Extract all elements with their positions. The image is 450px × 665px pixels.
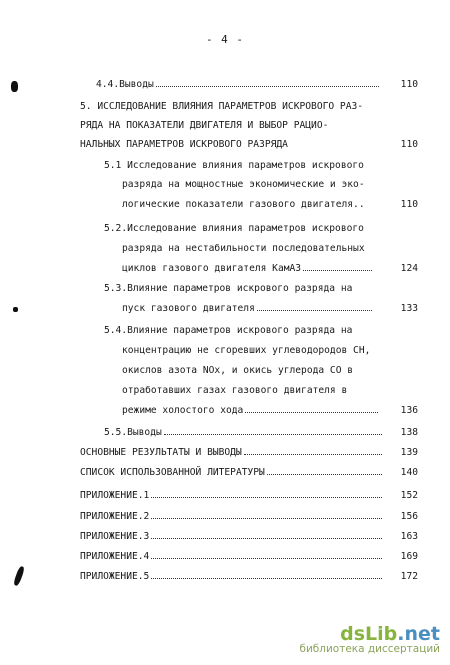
- toc-entry-text: 5.5.Выводы: [104, 427, 162, 438]
- dot-leader: [151, 508, 382, 519]
- toc-entry: [104, 322, 384, 340]
- toc-entry: [80, 568, 384, 586]
- toc-entry: [122, 402, 380, 420]
- dot-leader: [244, 444, 382, 455]
- toc-page-number: 124: [400, 263, 418, 274]
- toc-entry: [104, 280, 384, 298]
- toc-entry: [122, 260, 374, 278]
- toc-page-number: 152: [400, 490, 418, 501]
- toc-entry-text: циклов газового двигателя КамАЗ: [122, 263, 302, 274]
- toc-entry: [80, 444, 384, 462]
- toc-page-number: 139: [400, 447, 418, 458]
- toc-entry-text: отработавших газах газового двигателя в: [122, 385, 348, 396]
- toc-entry: [104, 220, 384, 238]
- toc-entry-text: СПИСОК ИСПОЛЬЗОВАННОЙ ЛИТЕРАТУРЫ: [80, 467, 265, 478]
- toc-entry: [80, 548, 384, 566]
- toc-entry-text: 4.4.Выводы: [96, 79, 154, 90]
- toc-entry-text: ПРИЛОЖЕНИЕ.2: [80, 511, 150, 522]
- toc-entry-text: 5.4.Влияние параметров искрового разряда на: [104, 325, 353, 336]
- toc-entry: [80, 528, 384, 546]
- toc-entry: [122, 240, 384, 258]
- toc-entry-text: концентрацию не сгоревших углеводородов СН,: [122, 345, 371, 356]
- toc-entry: [80, 136, 380, 154]
- toc-entry-text: ПРИЛОЖЕНИЕ.3: [80, 531, 150, 542]
- watermark-subtitle: библиотека диссертаций: [299, 643, 440, 655]
- toc-entry: [80, 98, 380, 116]
- toc-entry-text: логические показатели газового двигателя..: [122, 199, 365, 210]
- toc-entry: [122, 300, 374, 318]
- dot-leader: [151, 548, 382, 559]
- toc-entry-text: ПРИЛОЖЕНИЕ.5: [80, 571, 150, 582]
- toc-page-number: 133: [400, 303, 418, 314]
- toc-entry: [122, 382, 384, 400]
- toc-entry-text: НАЛЬНЫХ ПАРАМЕТРОВ ИСКРОВОГО РАЗРЯДА: [80, 139, 288, 150]
- toc-entry-text: 5. ИССЛЕДОВАНИЕ ВЛИЯНИЯ ПАРАМЕТРОВ ИСКРОВОГО РАЗ-: [80, 101, 364, 112]
- watermark-logo-text: dsLib: [340, 623, 398, 645]
- dot-leader: [245, 402, 378, 413]
- toc-page-number: 163: [400, 531, 418, 542]
- watermark: [299, 623, 440, 655]
- toc-entry-text: РЯДА НА ПОКАЗАТЕЛИ ДВИГАТЕЛЯ И ВЫБОР РАЦИО-: [80, 120, 329, 131]
- toc-page-number: 172: [400, 571, 418, 582]
- dot-leader: [156, 76, 379, 87]
- dot-leader: [267, 464, 382, 475]
- toc-entry: [80, 117, 380, 135]
- toc-entry-text: пуск газового двигателя: [122, 303, 255, 314]
- toc-entry: [80, 508, 384, 526]
- dot-leader: [257, 300, 372, 311]
- dot-leader: [303, 260, 372, 271]
- toc-entry-text: окислов азота NOx, и окись углерода СО в: [122, 365, 354, 376]
- toc-entry: [96, 76, 381, 94]
- toc-entry: [122, 176, 384, 194]
- dot-leader: [151, 568, 382, 579]
- toc-entry: [80, 487, 384, 505]
- toc-page-number: 110: [400, 139, 418, 150]
- toc-entry-text: ОСНОВНЫЕ РЕЗУЛЬТАТЫ И ВЫВОДЫ: [80, 447, 242, 458]
- toc-entry-text: 5.1 Исследование влияния параметров искрового: [104, 160, 364, 171]
- toc-page-number: 138: [400, 427, 418, 438]
- toc-entry-text: ПРИЛОЖЕНИЕ.1: [80, 490, 150, 501]
- toc-entry: [104, 157, 384, 175]
- scan-mark: [13, 566, 25, 587]
- toc-entry-text: режиме холостого хода: [122, 405, 244, 416]
- toc-page-number: 169: [400, 551, 418, 562]
- toc-entry-text: разряда на нестабильности последовательных: [122, 243, 365, 254]
- toc-entry-text: ПРИЛОЖЕНИЕ.4: [80, 551, 150, 562]
- toc-page-number: 110: [400, 199, 418, 210]
- dot-leader: [151, 528, 382, 539]
- dot-leader: [151, 487, 382, 498]
- toc-entry: [80, 464, 384, 482]
- toc-entry-text: разряда на мощностные экономические и эко-: [122, 179, 365, 190]
- toc-page-number: 110: [400, 79, 418, 90]
- toc-entry: [122, 196, 384, 214]
- toc-entry: [122, 342, 384, 360]
- watermark-logo-ext: .net: [397, 623, 440, 645]
- watermark-logo: [340, 623, 440, 645]
- toc-page-number: 136: [400, 405, 418, 416]
- scan-mark: [13, 307, 18, 312]
- toc-entry: [122, 362, 384, 380]
- toc-entry-text: 5.3.Влияние параметров искрового разряда на: [104, 283, 353, 294]
- toc-page-number: 156: [400, 511, 418, 522]
- toc-entry: [104, 424, 384, 442]
- scan-mark: [11, 81, 18, 92]
- page-number: - 4 -: [205, 33, 245, 46]
- toc-page-number: 140: [400, 467, 418, 478]
- toc-entry-text: 5.2.Исследование влияния параметров искрового: [104, 223, 364, 234]
- dot-leader: [164, 424, 382, 435]
